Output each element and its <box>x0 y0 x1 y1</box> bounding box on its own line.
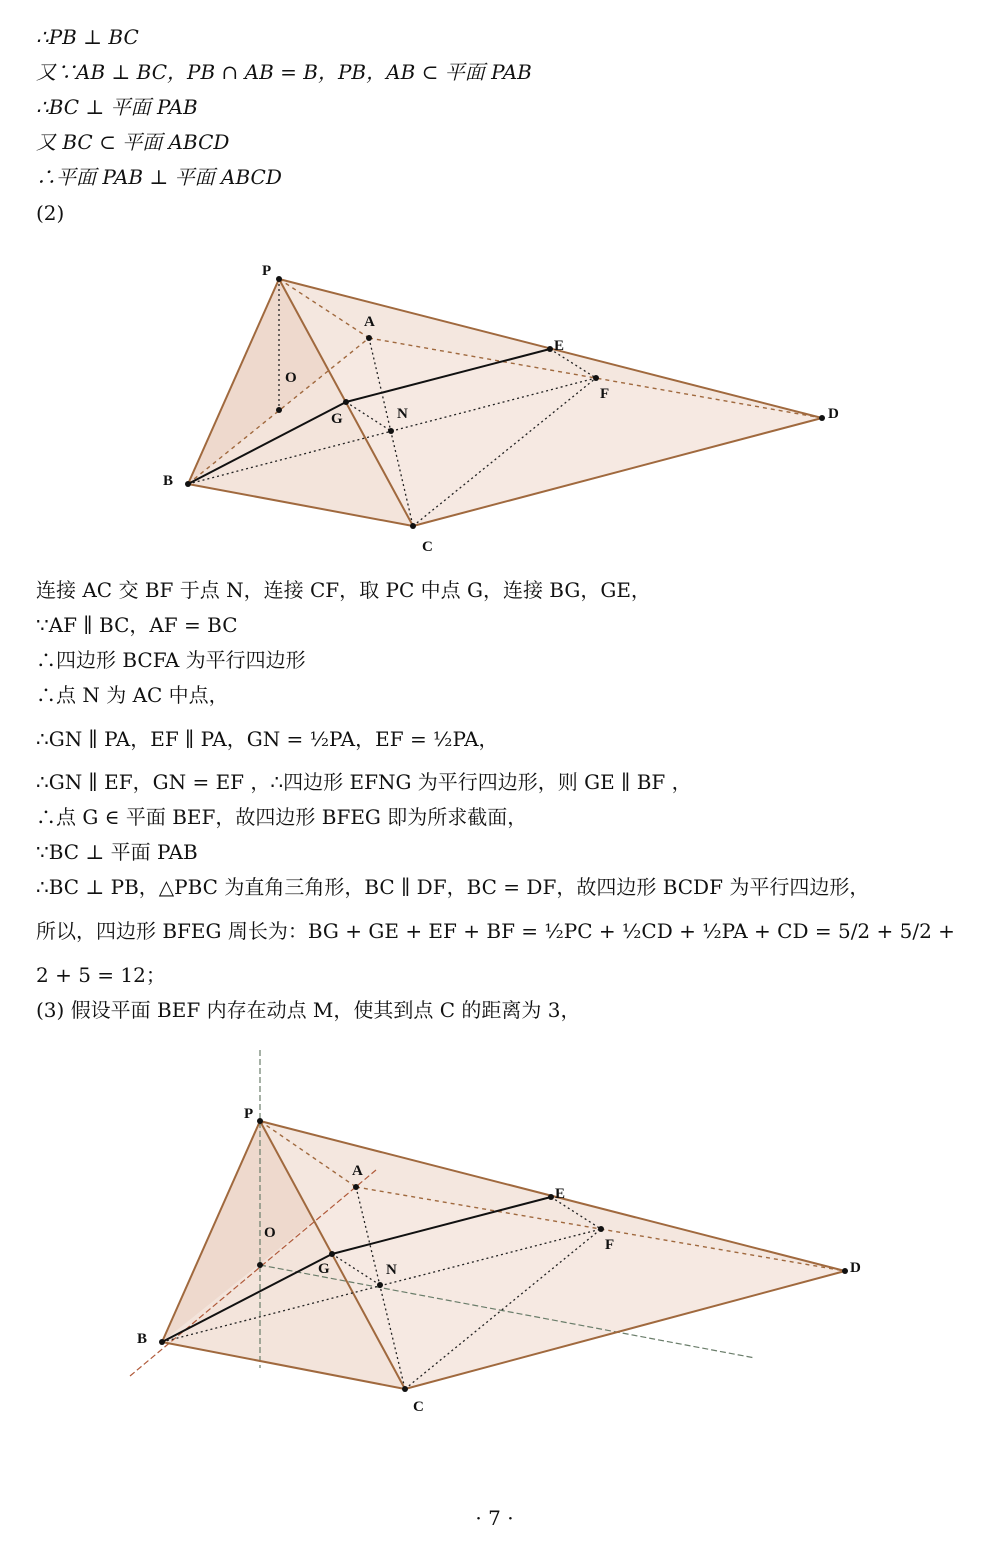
text-line-9: ∴点 N 为 AC 中点， <box>36 683 229 707</box>
text-line-14: ∴BC ⊥ PB，△PBC 为直角三角形，BC ∥ DF，BC = DF，故四边形 BCDF 为平行四边形， <box>36 875 870 899</box>
fig2-label-B: B <box>137 1331 148 1347</box>
text-line-17: (3) 假设平面 BEF 内存在动点 M，使其到点 C 的距离为 3， <box>36 998 581 1022</box>
text-line-1: ∴PB ⊥ BC <box>36 25 139 49</box>
fig1-label-D: D <box>828 406 839 422</box>
fig1-label-F: F <box>600 386 610 402</box>
text-line-6: 连接 AC 交 BF 于点 N，连接 CF，取 PC 中点 G，连接 BG，GE， <box>36 578 651 602</box>
text-line-10: ∴GN ∥ PA，EF ∥ PA，GN = ½PA，EF = ½PA， <box>36 727 499 751</box>
fig1-label-P: P <box>262 263 272 279</box>
fig1-label-C: C <box>422 539 433 555</box>
fig2-label-A: A <box>352 1163 363 1179</box>
fig2-label-E: E <box>555 1186 566 1202</box>
fig2-label-C: C <box>413 1399 424 1415</box>
text-line-16: 2 + 5 = 12； <box>36 963 166 987</box>
figure-1-faces <box>188 279 822 526</box>
text-line-12: ∴点 G ∈ 平面 BEF，故四边形 BFEG 即为所求截面， <box>36 805 528 829</box>
page-number: · 7 · <box>475 1506 514 1530</box>
fig2-label-O: O <box>264 1225 276 1241</box>
fig2-label-G: G <box>318 1261 330 1277</box>
fig2-label-N: N <box>386 1262 397 1278</box>
text-line-5: ∴平面 PAB ⊥ 平面 ABCD <box>36 165 282 189</box>
text-line-7: ∵AF ∥ BC，AF = BC <box>36 613 238 637</box>
text-line-11: ∴GN ∥ EF，GN = EF ，∴四边形 EFNG 为平行四边形，则 GE ∥ BF ， <box>36 770 692 794</box>
fig2-label-F: F <box>605 1237 615 1253</box>
text-line-15: 所以，四边形 BFEG 周长为：BG + GE + EF + BF = ½PC + ½CD + ½PA + CD = 5/2 + 5/2 + <box>36 919 955 943</box>
text-line-4: 又 BC ⊂ 平面 ABCD <box>36 130 230 154</box>
fig1-label-E: E <box>554 338 565 354</box>
part-2-label: (2) <box>36 201 65 225</box>
fig1-label-G: G <box>331 411 343 427</box>
fig2-label-P: P <box>244 1106 254 1122</box>
fig1-label-A: A <box>364 314 375 330</box>
figure-2-faces <box>162 1121 845 1389</box>
text-line-2: 又∵AB ⊥ BC，PB ∩ AB = B，PB，AB ⊂ 平面 PAB <box>36 60 532 84</box>
pyramid-figure-2 <box>0 1040 989 1440</box>
pyramid-figure-1 <box>0 240 989 570</box>
text-line-8: ∴四边形 BCFA 为平行四边形 <box>36 648 306 672</box>
fig1-label-B: B <box>163 473 174 489</box>
fig1-label-O: O <box>285 370 297 386</box>
fig1-label-N: N <box>397 406 408 422</box>
text-line-13: ∵BC ⊥ 平面 PAB <box>36 840 198 864</box>
text-line-3: ∴BC ⊥ 平面 PAB <box>36 95 198 119</box>
fig2-label-D: D <box>850 1260 861 1276</box>
